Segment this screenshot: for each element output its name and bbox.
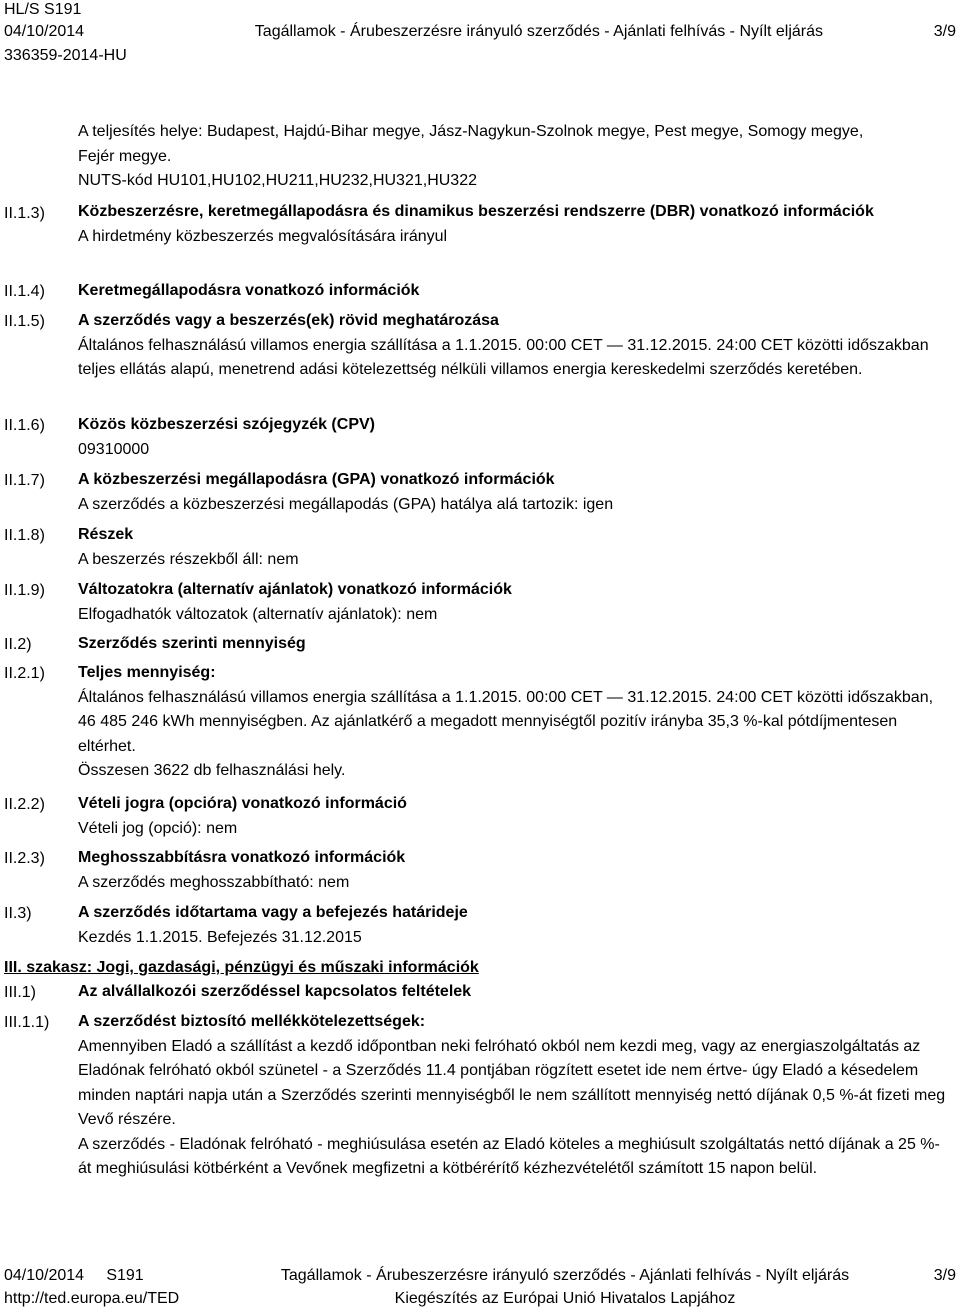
section-number: II.1.6): [4, 417, 45, 434]
header-series: HL/S S191: [4, 1, 82, 18]
header-doc-id: 336359-2014-HU: [4, 47, 127, 64]
section-title: Változatokra (alternatív ajánlatok) vonatkozó információk: [78, 581, 512, 598]
section-title: A szerződés időtartama vagy a befejezés határideje: [78, 904, 468, 921]
section-ii-2-3: [78, 846, 952, 895]
section-ii-2-2: [78, 792, 952, 841]
section-ii-1-9: [78, 578, 952, 627]
footer-date: 04/10/2014: [4, 1267, 85, 1284]
section-text: Általános felhasználású villamos energia szállítása a 1.1.2015. 00:00 CET — 31.12.2015. 24:00 CET közötti időszakban teljes ellátás alapú, menetrend adási kötelezettség nélküli villamos energia kereskedelmi szerződés keretében.: [78, 336, 929, 378]
section-number: II.1.4): [4, 283, 45, 300]
footer-url: http://ted.europa.eu/TED: [4, 1290, 180, 1307]
section-ii-1-6: [78, 413, 952, 462]
section-text: Elfogadhatók változatok (alternatív ajánlatok): nem: [78, 605, 438, 623]
section-text-2: A szerződés - Eladónak felróható - meghiúsulása esetén az Eladó köteles a meghiúsult szolgáltatás nettó díjának a 25 %-át meghiúsulási kötbérként a Vevőnek megfizetni a kötbérérítő kézhezvételétől számított 15 napon belül.: [78, 1135, 940, 1177]
section-title: A közbeszerzési megállapodásra (GPA) vonatkozó információk: [78, 471, 555, 488]
section-number: III.1.1): [4, 1014, 50, 1031]
footer-title: Tagállamok - Árubeszerzésre irányuló szerződés - Ajánlati felhívás - Nyílt eljárás: [280, 1267, 850, 1284]
section-text-2: Összesen 3622 db felhasználási hely.: [78, 762, 346, 779]
footer-publisher: Kiegészítés az Európai Unió Hivatalos Lapjához: [394, 1290, 736, 1307]
section-number: II.1.3): [4, 205, 45, 222]
section-number: II.1.7): [4, 472, 45, 489]
section-text: Amennyiben Eladó a szállítást a kezdő időpontban neki felróható okból nem kezdi meg, vagy az energiaszolgáltatás az Eladónak felróható okból szünetel - a Szerződés 11.4 pontjában rögzített esetet ide nem értve- úgy Eladó a késedelem minden naptári napja után a Szerződés szerinti mennyiségből le nem szállított mennyiség nettó díjának 0,5 %-át fizeti meg Vevő részére.: [78, 1037, 946, 1128]
section-ii-3: [78, 901, 952, 950]
nuts-code: NUTS-kód HU101,HU102,HU211,HU232,HU321,HU322: [78, 172, 477, 189]
footer-row-2: [4, 1289, 956, 1309]
footer-series: S191: [106, 1267, 144, 1284]
section-text: A hirdetmény közbeszerzés megvalósítására irányul: [78, 227, 448, 245]
header-date: 04/10/2014: [4, 23, 85, 40]
section-number: II.3): [4, 905, 32, 922]
place-line-2: Fejér megye.: [78, 147, 172, 165]
place-of-performance: [78, 120, 952, 194]
footer-page: 3/9: [933, 1267, 956, 1284]
section-iii-title: III. szakasz: Jogi, gazdasági, pénzügyi és műszaki információk: [4, 959, 479, 976]
header-title: Tagállamok - Árubeszerzésre irányuló szerződés - Ajánlati felhívás - Nyílt eljárás: [254, 23, 824, 40]
section-ii-2-1: [78, 661, 952, 784]
footer-date-series: [4, 1266, 214, 1286]
section-text: A szerződés meghosszabbítható: nem: [78, 873, 350, 891]
section-ii-1-5: [78, 309, 952, 383]
section-number: II.2.3): [4, 850, 45, 867]
section-ii-1-7: [78, 468, 952, 517]
section-title: Részek: [78, 526, 134, 543]
footer-row: [4, 1266, 956, 1286]
section-text: A szerződés a közbeszerzési megállapodás (GPA) hatálya alá tartozik: igen: [78, 495, 614, 513]
section-number: II.2.2): [4, 796, 45, 813]
section-ii-1-3: [78, 200, 952, 249]
section-number: II.1.9): [4, 582, 45, 599]
section-title: Közbeszerzésre, keretmegállapodásra és dinamikus beszerzési rendszerre (DBR) vonatkozó információk: [78, 203, 874, 220]
section-title: Teljes mennyiség:: [78, 664, 216, 681]
header-page: 3/9: [933, 23, 956, 40]
header-row: [4, 22, 956, 42]
section-number: III.1): [4, 984, 37, 1001]
place-line-1: A teljesítés helye: Budapest, Hajdú-Bihar megye, Jász-Nagykun-Szolnok megye, Pest megye, Somogy megye,: [78, 123, 864, 140]
section-text: 09310000: [78, 440, 150, 458]
section-title: A szerződés vagy a beszerzés(ek) rövid meghatározása: [78, 312, 499, 329]
section-title: Keretmegállapodásra vonatkozó információk: [78, 282, 420, 299]
section-title: Szerződés szerinti mennyiség: [78, 635, 306, 652]
section-title: Közös közbeszerzési szójegyzék (CPV): [78, 416, 375, 433]
section-text: Általános felhasználású villamos energia szállítása a 1.1.2015. 00:00 CET — 31.12.2015. 24:00 CET közötti időszakban, 46 485 246 kWh mennyiségben. Az ajánlatkérő a megadott mennyiségtől pozitív irányba 35,3 %-kal pótdíjmentesen eltérhet.: [78, 688, 934, 755]
section-title: A szerződést biztosító mellékkötelezettségek:: [78, 1013, 426, 1030]
section-text: A beszerzés részekből áll: nem: [78, 550, 299, 568]
section-title: Vételi jogra (opcióra) vonatkozó információ: [78, 795, 407, 812]
section-number: II.1.8): [4, 527, 45, 544]
section-number: II.2): [4, 636, 32, 653]
section-ii-1-8: [78, 523, 952, 572]
section-title: Az alvállalkozói szerződéssel kapcsolatos feltételek: [78, 983, 472, 1000]
section-number: II.2.1): [4, 665, 45, 682]
section-number: II.1.5): [4, 313, 45, 330]
section-text: Vételi jog (opció): nem: [78, 819, 238, 837]
section-title: Meghosszabbításra vonatkozó információk: [78, 849, 406, 866]
section-iii-1-1: [78, 1010, 952, 1182]
section-text: Kezdés 1.1.2015. Befejezés 31.12.2015: [78, 928, 362, 946]
